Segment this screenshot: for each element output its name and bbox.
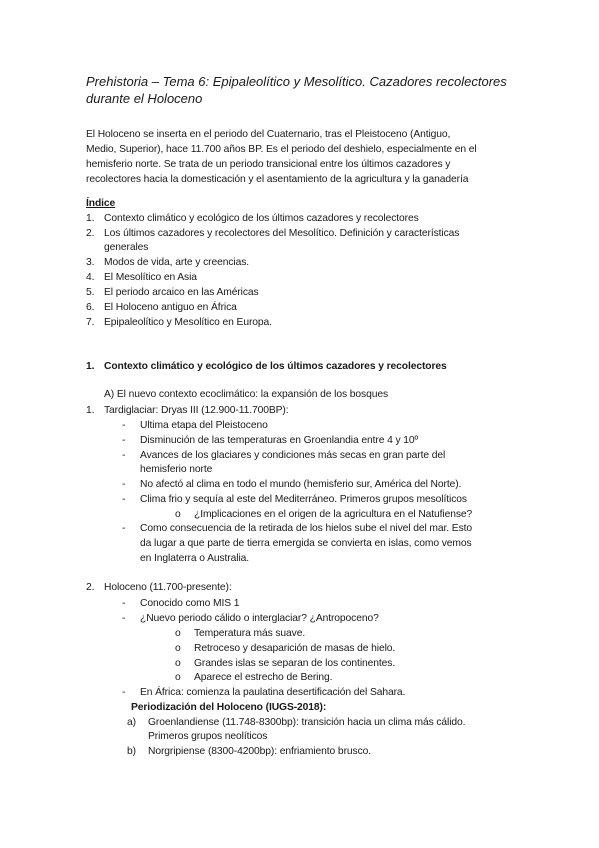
bullet-text: en Inglaterra o Australia.: [140, 553, 250, 564]
list-label: Holoceno (11.700-presente):: [104, 582, 232, 593]
dash-bullet: -: [122, 687, 126, 698]
bullet-text: Conocido como MIS 1: [140, 598, 240, 609]
index-item-number: 3.: [86, 257, 95, 268]
period-heading: Periodización del Holoceno (IUGS-2018):: [131, 702, 327, 713]
index-item-text: El Mesolítico en Asia: [104, 272, 197, 283]
period-text: Norgripiense (8300-4200bp): enfriamiento brusco.: [148, 746, 372, 757]
index-item-text: generales: [104, 242, 149, 253]
intro-line: Medio, Superior), hace 11.700 años BP. Es el periodo del deshielo, especialmente en el: [86, 144, 477, 155]
index-item-text: Contexto climático y ecológico de los últimos cazadores y recolectores: [104, 213, 419, 224]
circle-bullet: o: [175, 672, 181, 683]
index-item-number: 4.: [86, 272, 95, 283]
bullet-text: Clima frio y sequía al este del Mediterráneo. Primeros grupos mesolíticos: [140, 494, 467, 505]
dash-bullet: -: [122, 494, 126, 505]
sub-bullet-text: Grandes islas se separan de los continentes.: [194, 658, 396, 669]
dash-bullet: -: [122, 598, 126, 609]
intro-line: recolectores hacia la domesticación y el asentamiento de la agricultura y la ganadería: [86, 174, 469, 185]
sub-bullet-text: ¿Implicaciones en el origen de la agricultura en el Natufiense?: [194, 509, 473, 520]
index-item-number: 7.: [86, 317, 95, 328]
index-item-number: 2.: [86, 228, 95, 239]
period-letter: b): [127, 746, 136, 757]
intro-line: El Holoceno se inserta en el periodo del Cuaternario, tras el Pleistoceno (Antiguo,: [86, 129, 451, 140]
bullet-text: Avances de los glaciares y condiciones más secas en gran parte del: [140, 450, 446, 461]
bullet-text: Disminución de las temperaturas en Groenlandia entre 4 y 10º: [140, 435, 419, 446]
intro-line: hemisferio norte. Se trata de un periodo transicional entre los últimos cazadores y: [86, 159, 451, 170]
bullet-text: ¿Nuevo periodo cálido o interglaciar? ¿Antropoceno?: [140, 613, 379, 624]
index-item-text: Modos de vida, arte y creencias.: [104, 257, 250, 268]
section-number: 1.: [86, 361, 95, 372]
period-text: Groenlandiense (11.748-8300bp): transición hacia un clima más cálido.: [148, 717, 466, 728]
index-item-text: El periodo arcaico en las Américas: [104, 287, 259, 298]
circle-bullet: o: [175, 658, 181, 669]
index-item-number: 5.: [86, 287, 95, 298]
dash-bullet: -: [122, 420, 126, 431]
index-item-number: 1.: [86, 213, 95, 224]
dash-bullet: -: [122, 450, 126, 461]
bullet-text: No afectó al clima en todo el mundo (hemisferio sur, América del Norte).: [140, 479, 462, 490]
sub-bullet-text: Retroceso y desaparición de masas de hielo.: [194, 643, 396, 654]
period-letter: a): [127, 717, 136, 728]
dash-bullet: -: [122, 479, 126, 490]
document-title: Prehistoria – Tema 6: Epipaleolítico y Mesolítico. Cazadores recolectores durante el Holoceno: [86, 74, 507, 106]
sub-bullet-text: Temperatura más suave.: [194, 628, 306, 639]
index-item-text: El Holoceno antiguo en África: [104, 302, 237, 313]
bullet-text: hemisferio norte: [140, 464, 213, 475]
section-heading: Contexto climático y ecológico de los últimos cazadores y recolectores: [104, 361, 447, 372]
list-label: Tardiglaciar: Dryas III (12.900-11.700BP):: [104, 405, 289, 416]
bullet-text: da lugar a que parte de tierra emergida se convierta en islas, como vemos: [140, 538, 472, 549]
period-text: Primeros grupos neolíticos: [148, 731, 268, 742]
index-item-number: 6.: [86, 302, 95, 313]
circle-bullet: o: [175, 643, 181, 654]
index-item-text: Los últimos cazadores y recolectores del Mesolítico. Definición y características: [104, 228, 460, 239]
dash-bullet: -: [122, 523, 126, 534]
sub-bullet-text: Aparece el estrecho de Bering.: [194, 672, 333, 683]
index-item-text: Epipaleolítico y Mesolítico en Europa.: [104, 317, 272, 328]
subsection-heading: A) El nuevo contexto ecoclimático: la expansión de los bosques: [104, 389, 388, 400]
circle-bullet: o: [175, 628, 181, 639]
dash-bullet: -: [122, 435, 126, 446]
list-number: 2.: [86, 582, 95, 593]
dash-bullet: -: [122, 613, 126, 624]
bullet-text: En África: comienza la paulatina desertificación del Sahara.: [140, 687, 406, 698]
circle-bullet: o: [175, 509, 181, 520]
list-number: 1.: [86, 405, 95, 416]
index-heading: Índice: [86, 198, 116, 209]
bullet-text: Ultima etapa del Pleistoceno: [140, 420, 268, 431]
bullet-text: Como consecuencia de la retirada de los hielos sube el nivel del mar. Esto: [140, 523, 473, 534]
